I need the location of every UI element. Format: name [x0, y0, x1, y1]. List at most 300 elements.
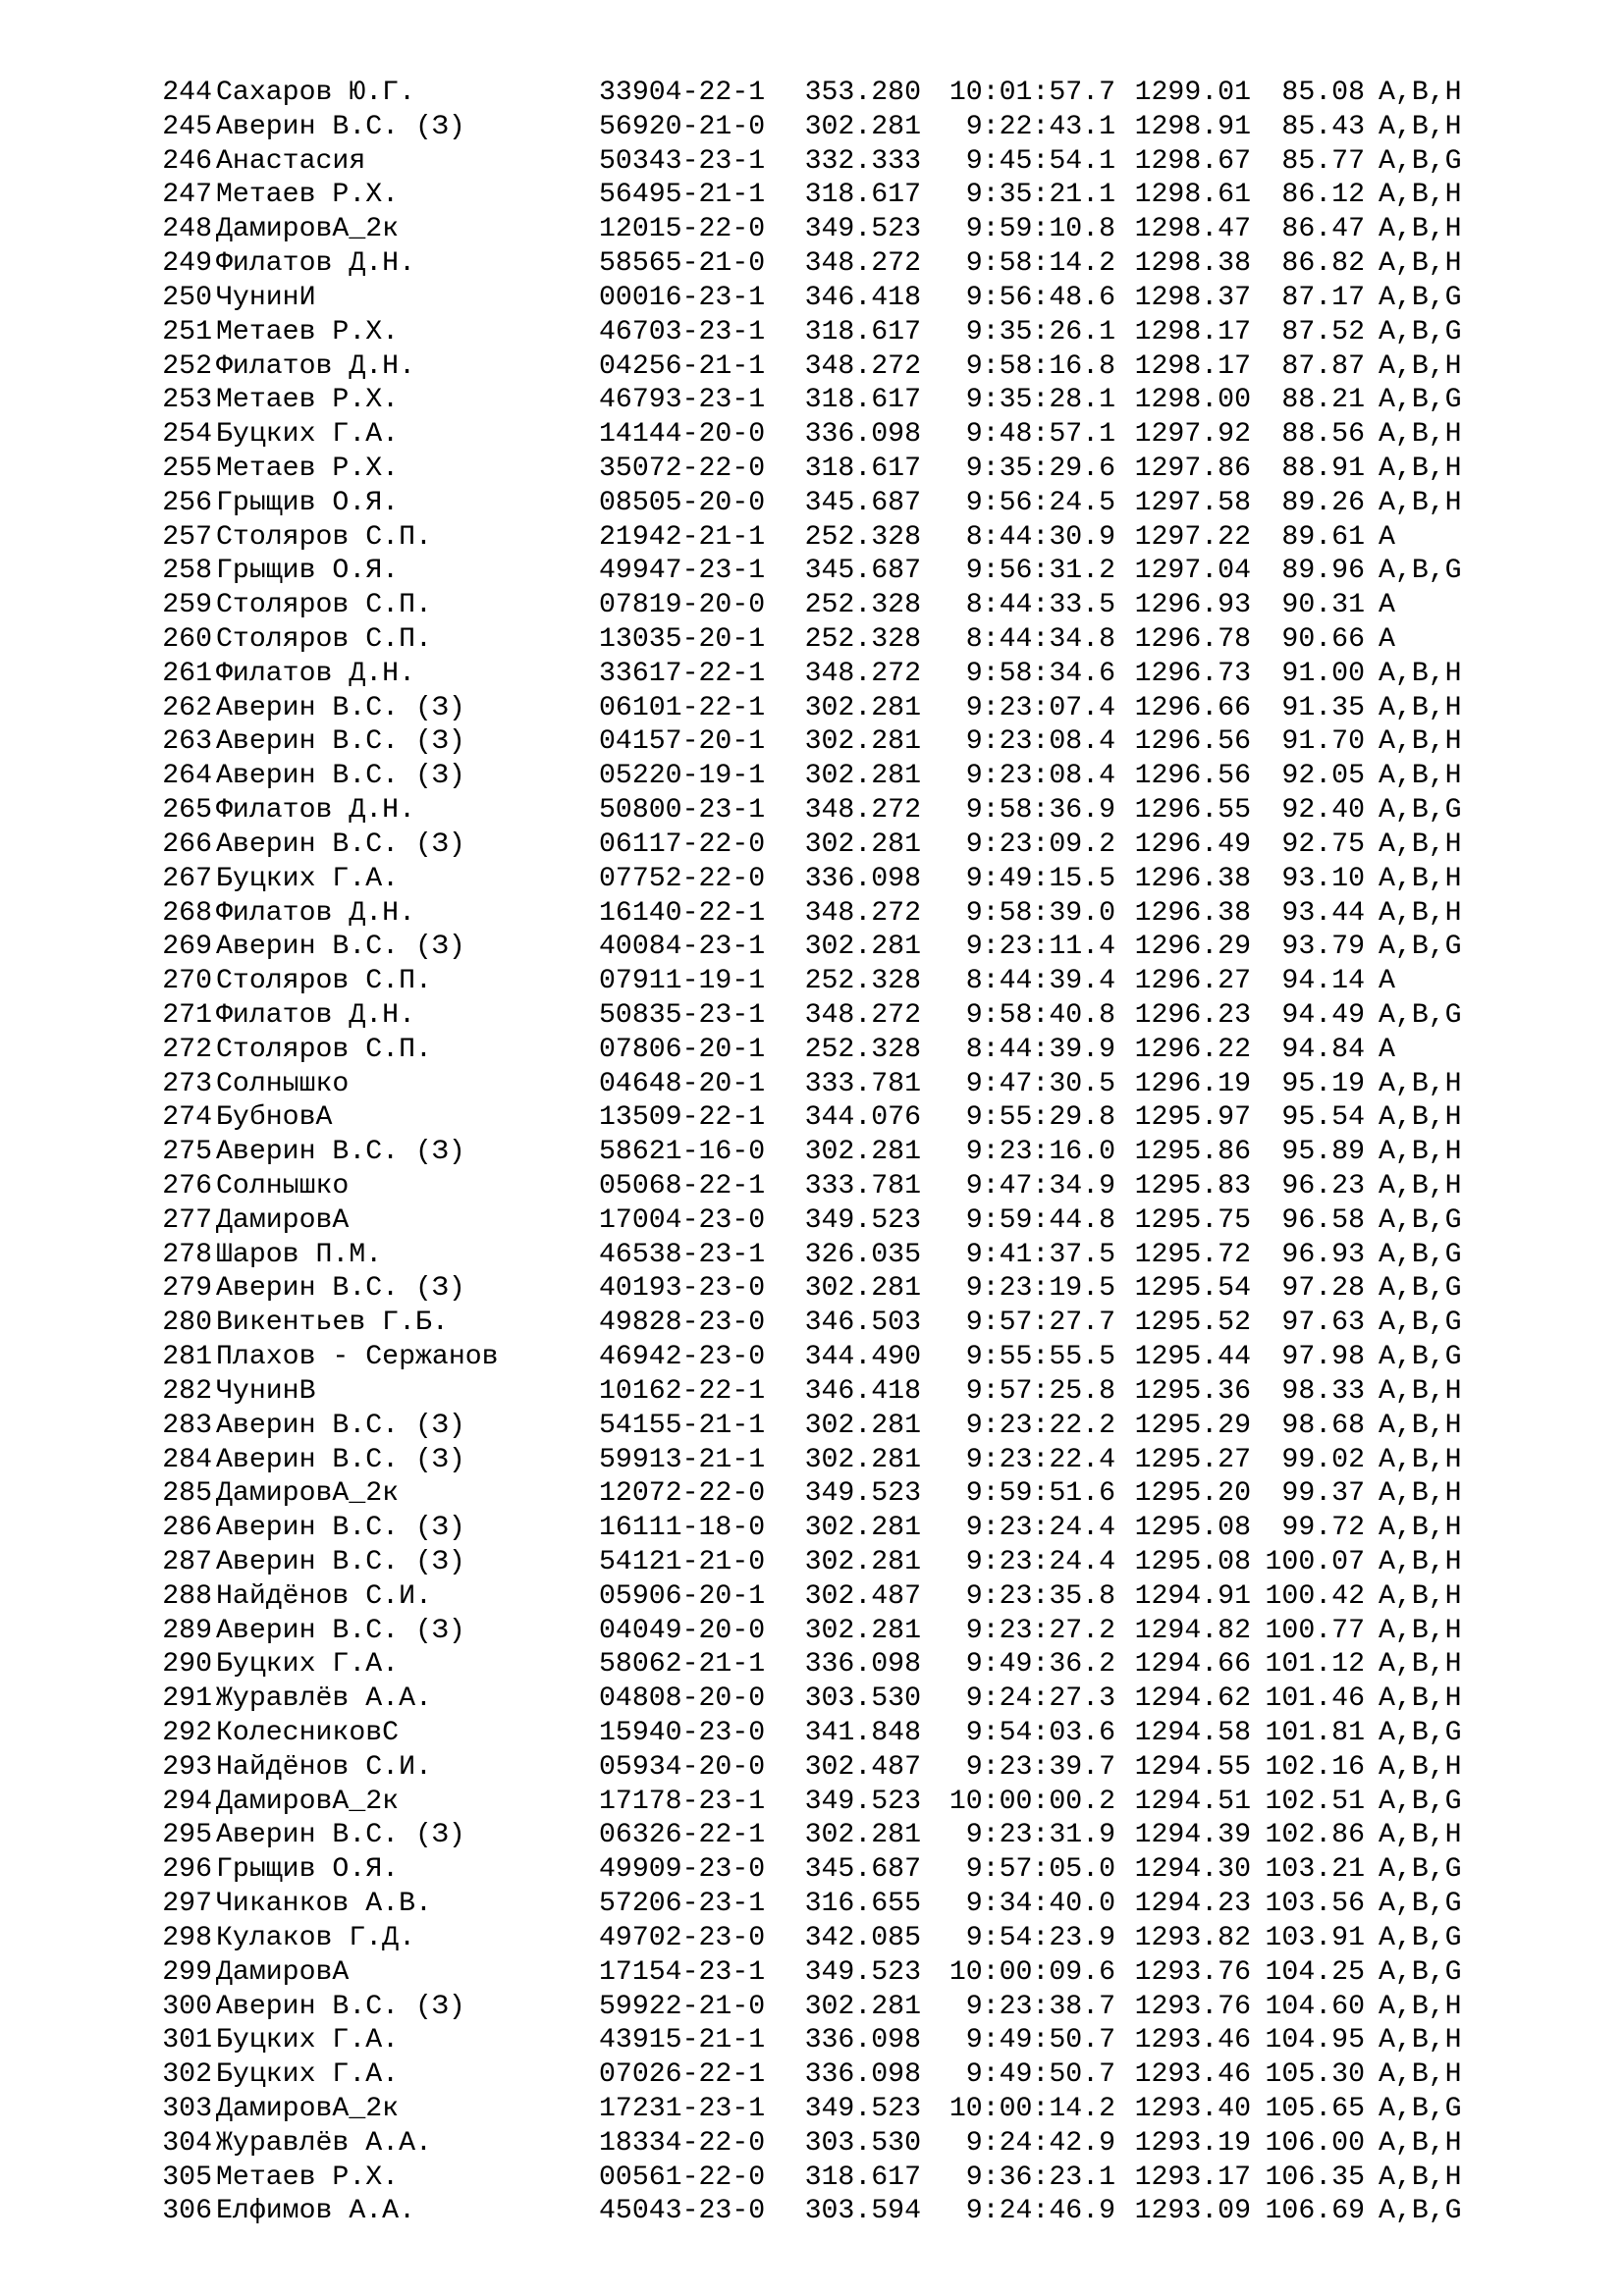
table-row: [145, 1956, 1559, 1991]
flight-time: 9:35:29.6: [965, 453, 1115, 484]
participant-name: Аверин В.С. (З): [216, 1444, 465, 1475]
points: 104.95: [1265, 2025, 1365, 2056]
classes: A: [1379, 966, 1395, 997]
speed: 1294.62: [1134, 1683, 1251, 1715]
table-row: [145, 1068, 1559, 1102]
participant-name: ЧунинИ: [216, 282, 316, 313]
ring-id: 04256-21-1: [599, 350, 766, 382]
distance: 303.530: [804, 1683, 921, 1715]
ring-id: 49947-23-1: [599, 556, 766, 587]
ring-id: 07911-19-1: [599, 966, 766, 997]
table-row: [145, 350, 1559, 385]
participant-name: Аверин В.С. (З): [216, 1513, 465, 1544]
flight-time: 9:55:55.5: [965, 1342, 1115, 1373]
flight-time: 10:00:14.2: [948, 2093, 1115, 2124]
row-number: 287: [162, 1546, 212, 1577]
points: 90.31: [1281, 590, 1365, 621]
row-number: 270: [162, 966, 212, 997]
speed: 1296.29: [1134, 932, 1251, 963]
ring-id: 05934-20-0: [599, 1751, 766, 1783]
participant-name: Метаев Р.Х.: [216, 180, 400, 211]
ring-id: 54155-21-1: [599, 1410, 766, 1441]
table-row: [145, 2162, 1559, 2196]
row-number: 250: [162, 282, 212, 313]
speed: 1294.30: [1134, 1854, 1251, 1886]
points: 101.81: [1265, 1718, 1365, 1748]
flight-time: 9:56:31.2: [965, 556, 1115, 587]
speed: 1298.91: [1134, 111, 1251, 142]
points: 93.10: [1281, 863, 1365, 894]
ring-id: 50800-23-1: [599, 795, 766, 827]
classes: A,B,G: [1379, 1956, 1462, 1988]
row-number: 249: [162, 248, 212, 280]
distance: 318.617: [804, 453, 921, 484]
row-number: 267: [162, 863, 212, 894]
table-row: [145, 760, 1559, 794]
classes: A,B,G: [1379, 1854, 1462, 1886]
table-row: [145, 692, 1559, 726]
distance: 252.328: [804, 521, 921, 553]
classes: A,B,H: [1379, 350, 1462, 382]
row-number: 271: [162, 999, 212, 1031]
participant-name: Метаев Р.Х.: [216, 385, 400, 416]
flight-time: 9:49:15.5: [965, 863, 1115, 894]
table-row: [145, 1307, 1559, 1341]
speed: 1295.52: [1134, 1308, 1251, 1339]
speed: 1293.40: [1134, 2093, 1251, 2124]
classes: A,B,H: [1379, 2025, 1462, 2056]
row-number: 288: [162, 1580, 212, 1612]
points: 93.44: [1281, 897, 1365, 929]
speed: 1297.58: [1134, 487, 1251, 518]
distance: 342.085: [804, 1922, 921, 1953]
speed: 1298.17: [1134, 316, 1251, 347]
ring-id: 06326-22-1: [599, 1820, 766, 1851]
ring-id: 58565-21-0: [599, 248, 766, 280]
flight-time: 9:58:39.0: [965, 897, 1115, 929]
classes: A,B,H: [1379, 897, 1462, 929]
classes: A,B,H: [1379, 1991, 1462, 2022]
classes: A: [1379, 624, 1395, 655]
participant-name: Аверин В.С. (З): [216, 726, 465, 758]
table-row: [145, 1341, 1559, 1375]
points: 96.93: [1281, 1239, 1365, 1270]
flight-time: 9:23:39.7: [965, 1751, 1115, 1783]
speed: 1296.78: [1134, 624, 1251, 655]
participant-name: Буцких Г.А.: [216, 2059, 400, 2091]
points: 99.37: [1281, 1478, 1365, 1510]
row-number: 265: [162, 795, 212, 827]
flight-time: 8:44:34.8: [965, 624, 1115, 655]
classes: A,B,G: [1379, 316, 1462, 347]
row-number: 263: [162, 726, 212, 758]
flight-time: 9:23:16.0: [965, 1137, 1115, 1168]
speed: 1293.76: [1134, 1991, 1251, 2022]
classes: A,B,H: [1379, 2162, 1462, 2193]
classes: A,B,H: [1379, 78, 1462, 108]
participant-name: Филатов Д.Н.: [216, 658, 415, 689]
row-number: 297: [162, 1889, 212, 1920]
points: 105.30: [1265, 2059, 1365, 2091]
distance: 345.687: [804, 1854, 921, 1886]
distance: 252.328: [804, 624, 921, 655]
table-row: [145, 316, 1559, 350]
ring-id: 54121-21-0: [599, 1546, 766, 1577]
flight-time: 9:35:26.1: [965, 316, 1115, 347]
participant-name: Найдёнов С.И.: [216, 1580, 432, 1612]
points: 89.61: [1281, 521, 1365, 553]
distance: 318.617: [804, 180, 921, 211]
classes: A,B,H: [1379, 1751, 1462, 1783]
row-number: 296: [162, 1854, 212, 1886]
points: 104.25: [1265, 1956, 1365, 1988]
participant-name: Викентьев Г.Б.: [216, 1308, 449, 1339]
speed: 1296.56: [1134, 761, 1251, 792]
distance: 302.487: [804, 1751, 921, 1783]
points: 87.52: [1281, 316, 1365, 347]
participant-name: Кулаков Г.Д.: [216, 1922, 415, 1953]
row-number: 244: [162, 78, 212, 108]
distance: 333.781: [804, 1068, 921, 1099]
participant-name: Солнышко: [216, 1068, 350, 1099]
flight-time: 9:58:40.8: [965, 999, 1115, 1031]
classes: A,B,G: [1379, 145, 1462, 177]
table-row: [145, 384, 1559, 418]
row-number: 301: [162, 2025, 212, 2056]
table-row: [145, 1136, 1559, 1170]
distance: 349.523: [804, 1204, 921, 1236]
ring-id: 04157-20-1: [599, 726, 766, 758]
row-number: 279: [162, 1273, 212, 1305]
classes: A,B,H: [1379, 1649, 1462, 1681]
ring-id: 49702-23-0: [599, 1922, 766, 1953]
distance: 336.098: [804, 2025, 921, 2056]
classes: A,B,H: [1379, 453, 1462, 484]
participant-name: Метаев Р.Х.: [216, 316, 400, 347]
ring-id: 06117-22-0: [599, 828, 766, 860]
row-number: 253: [162, 385, 212, 416]
distance: 346.503: [804, 1308, 921, 1339]
distance: 303.530: [804, 2127, 921, 2159]
flight-time: 9:23:22.4: [965, 1444, 1115, 1475]
ring-id: 13035-20-1: [599, 624, 766, 655]
distance: 252.328: [804, 966, 921, 997]
participant-name: Столяров С.П.: [216, 624, 432, 655]
ring-id: 49909-23-0: [599, 1854, 766, 1886]
speed: 1297.04: [1134, 556, 1251, 587]
distance: 353.280: [804, 78, 921, 108]
distance: 346.418: [804, 1375, 921, 1407]
points: 106.69: [1265, 2196, 1365, 2227]
classes: A,B,H: [1379, 692, 1462, 723]
flight-time: 10:00:00.2: [948, 1786, 1115, 1817]
table-row: [145, 1751, 1559, 1786]
table-row: [145, 453, 1559, 487]
row-number: 257: [162, 521, 212, 553]
row-number: 255: [162, 453, 212, 484]
ring-id: 50343-23-1: [599, 145, 766, 177]
flight-time: 9:49:50.7: [965, 2059, 1115, 2091]
points: 85.08: [1281, 78, 1365, 108]
distance: 349.523: [804, 2093, 921, 2124]
distance: 316.655: [804, 1889, 921, 1920]
flight-time: 9:56:48.6: [965, 282, 1115, 313]
flight-time: 9:23:24.4: [965, 1513, 1115, 1544]
classes: A,B,H: [1379, 111, 1462, 142]
distance: 302.281: [804, 932, 921, 963]
ring-id: 07026-22-1: [599, 2059, 766, 2091]
participant-name: Аверин В.С. (З): [216, 1410, 465, 1441]
flight-time: 9:48:57.1: [965, 419, 1115, 451]
table-row: [145, 1682, 1559, 1717]
distance: 345.687: [804, 556, 921, 587]
classes: A,B,H: [1379, 1820, 1462, 1851]
table-row: [145, 1717, 1559, 1751]
points: 104.60: [1265, 1991, 1365, 2022]
points: 88.21: [1281, 385, 1365, 416]
distance: 348.272: [804, 658, 921, 689]
participant-name: Журавлёв А.А.: [216, 2127, 432, 2159]
participant-name: Филатов Д.Н.: [216, 795, 415, 827]
flight-time: 9:23:08.4: [965, 726, 1115, 758]
points: 96.23: [1281, 1171, 1365, 1201]
points: 102.86: [1265, 1820, 1365, 1851]
participant-name: ДамировА_2к: [216, 214, 400, 245]
speed: 1295.27: [1134, 1444, 1251, 1475]
row-number: 247: [162, 180, 212, 211]
points: 89.96: [1281, 556, 1365, 587]
table-row: [145, 725, 1559, 760]
distance: 349.523: [804, 1786, 921, 1817]
flight-time: 9:57:27.7: [965, 1308, 1115, 1339]
row-number: 284: [162, 1444, 212, 1475]
flight-time: 9:22:43.1: [965, 111, 1115, 142]
points: 86.12: [1281, 180, 1365, 211]
row-number: 305: [162, 2162, 212, 2193]
flight-time: 9:24:27.3: [965, 1683, 1115, 1715]
ring-id: 45043-23-0: [599, 2196, 766, 2227]
participant-name: Аверин В.С. (З): [216, 1137, 465, 1168]
speed: 1295.36: [1134, 1375, 1251, 1407]
participant-name: БубновА: [216, 1102, 333, 1134]
row-number: 248: [162, 214, 212, 245]
points: 94.49: [1281, 999, 1365, 1031]
distance: 348.272: [804, 795, 921, 827]
distance: 318.617: [804, 385, 921, 416]
ring-id: 15940-23-0: [599, 1718, 766, 1748]
ring-id: 57206-23-1: [599, 1889, 766, 1920]
points: 90.66: [1281, 624, 1365, 655]
points: 88.56: [1281, 419, 1365, 451]
table-row: [145, 1922, 1559, 1956]
points: 103.21: [1265, 1854, 1365, 1886]
flight-time: 9:24:42.9: [965, 2127, 1115, 2159]
points: 103.56: [1265, 1889, 1365, 1920]
ring-id: 17178-23-1: [599, 1786, 766, 1817]
participant-name: Филатов Д.Н.: [216, 248, 415, 280]
flight-time: 9:49:36.2: [965, 1649, 1115, 1681]
participant-name: ДамировА: [216, 1956, 350, 1988]
distance: 252.328: [804, 590, 921, 621]
speed: 1295.08: [1134, 1546, 1251, 1577]
table-row: [145, 1477, 1559, 1512]
ring-id: 16140-22-1: [599, 897, 766, 929]
classes: A,B,H: [1379, 863, 1462, 894]
speed: 1293.76: [1134, 1956, 1251, 1988]
points: 106.00: [1265, 2127, 1365, 2159]
row-number: 277: [162, 1204, 212, 1236]
flight-time: 9:35:28.1: [965, 385, 1115, 416]
speed: 1294.58: [1134, 1718, 1251, 1748]
points: 95.54: [1281, 1102, 1365, 1134]
points: 94.84: [1281, 1034, 1365, 1065]
table-row: [145, 1272, 1559, 1307]
row-number: 272: [162, 1034, 212, 1065]
speed: 1298.47: [1134, 214, 1251, 245]
table-row: [145, 1615, 1559, 1649]
points: 100.07: [1265, 1546, 1365, 1577]
classes: A,B,G: [1379, 999, 1462, 1031]
flight-time: 9:49:50.7: [965, 2025, 1115, 2056]
points: 86.82: [1281, 248, 1365, 280]
flight-time: 8:44:39.9: [965, 1034, 1115, 1065]
participant-name: Аверин В.С. (З): [216, 1615, 465, 1646]
points: 87.17: [1281, 282, 1365, 313]
participant-name: Аверин В.С. (З): [216, 692, 465, 723]
distance: 302.281: [804, 692, 921, 723]
distance: 302.281: [804, 111, 921, 142]
table-row: [145, 2195, 1559, 2229]
distance: 348.272: [804, 897, 921, 929]
points: 95.19: [1281, 1068, 1365, 1099]
classes: A,B,G: [1379, 2196, 1462, 2227]
flight-time: 9:23:08.4: [965, 761, 1115, 792]
speed: 1298.67: [1134, 145, 1251, 177]
table-row: [145, 1853, 1559, 1888]
table-row: [145, 1239, 1559, 1273]
speed: 1294.51: [1134, 1786, 1251, 1817]
participant-name: Шаров П.М.: [216, 1239, 383, 1270]
row-number: 292: [162, 1718, 212, 1748]
points: 85.77: [1281, 145, 1365, 177]
row-number: 304: [162, 2127, 212, 2159]
participant-name: Буцких Г.А.: [216, 863, 400, 894]
row-number: 273: [162, 1068, 212, 1099]
row-number: 285: [162, 1478, 212, 1510]
points: 89.26: [1281, 487, 1365, 518]
participant-name: Солнышко: [216, 1171, 350, 1201]
speed: 1296.19: [1134, 1068, 1251, 1099]
points: 106.35: [1265, 2162, 1365, 2193]
row-number: 306: [162, 2196, 212, 2227]
distance: 345.687: [804, 487, 921, 518]
points: 96.58: [1281, 1204, 1365, 1236]
points: 91.00: [1281, 658, 1365, 689]
classes: A,B,H: [1379, 1683, 1462, 1715]
flight-time: 9:58:14.2: [965, 248, 1115, 280]
flight-time: 9:58:36.9: [965, 795, 1115, 827]
flight-time: 9:23:22.2: [965, 1410, 1115, 1441]
ring-id: 06101-22-1: [599, 692, 766, 723]
points: 101.46: [1265, 1683, 1365, 1715]
classes: A,B,H: [1379, 1410, 1462, 1441]
row-number: 289: [162, 1615, 212, 1646]
speed: 1293.46: [1134, 2059, 1251, 2091]
row-number: 286: [162, 1513, 212, 1544]
row-number: 276: [162, 1171, 212, 1201]
classes: A: [1379, 1034, 1395, 1065]
distance: 302.281: [804, 761, 921, 792]
distance: 302.281: [804, 1410, 921, 1441]
ring-id: 17004-23-0: [599, 1204, 766, 1236]
flight-time: 9:23:07.4: [965, 692, 1115, 723]
distance: 349.523: [804, 214, 921, 245]
flight-time: 9:47:30.5: [965, 1068, 1115, 1099]
row-number: 274: [162, 1102, 212, 1134]
ring-id: 46538-23-1: [599, 1239, 766, 1270]
table-row: [145, 965, 1559, 999]
speed: 1294.66: [1134, 1649, 1251, 1681]
participant-name: Елфимов А.А.: [216, 2196, 415, 2227]
speed: 1293.46: [1134, 2025, 1251, 2056]
speed: 1298.38: [1134, 248, 1251, 280]
flight-time: 8:44:33.5: [965, 590, 1115, 621]
distance: 318.617: [804, 2162, 921, 2193]
classes: A,B,H: [1379, 2127, 1462, 2159]
participant-name: Аверин В.С. (З): [216, 1273, 465, 1305]
flight-time: 9:47:34.9: [965, 1171, 1115, 1201]
speed: 1296.27: [1134, 966, 1251, 997]
speed: 1299.01: [1134, 78, 1251, 108]
participant-name: ЧунинВ: [216, 1375, 316, 1407]
points: 100.77: [1265, 1615, 1365, 1646]
participant-name: Аверин В.С. (З): [216, 1820, 465, 1851]
speed: 1296.49: [1134, 828, 1251, 860]
speed: 1295.72: [1134, 1239, 1251, 1270]
table-row: [145, 658, 1559, 692]
speed: 1296.38: [1134, 897, 1251, 929]
classes: A,B,H: [1379, 658, 1462, 689]
participant-name: Сахаров Ю.Г.: [216, 78, 415, 108]
ring-id: 46793-23-1: [599, 385, 766, 416]
points: 99.02: [1281, 1444, 1365, 1475]
speed: 1293.82: [1134, 1922, 1251, 1953]
row-number: 256: [162, 487, 212, 518]
distance: 349.523: [804, 1956, 921, 1988]
distance: 348.272: [804, 999, 921, 1031]
participant-name: ДамировА_2к: [216, 1786, 400, 1817]
points: 97.63: [1281, 1308, 1365, 1339]
speed: 1293.19: [1134, 2127, 1251, 2159]
speed: 1298.17: [1134, 350, 1251, 382]
participant-name: Буцких Г.А.: [216, 2025, 400, 2056]
participant-name: Журавлёв А.А.: [216, 1683, 432, 1715]
flight-time: 9:59:10.8: [965, 214, 1115, 245]
participant-name: Столяров С.П.: [216, 590, 432, 621]
table-row: [145, 1580, 1559, 1615]
ring-id: 56920-21-0: [599, 111, 766, 142]
table-row: [145, 521, 1559, 556]
distance: 336.098: [804, 1649, 921, 1681]
table-row: [145, 1786, 1559, 1820]
distance: 302.281: [804, 1546, 921, 1577]
table-row: [145, 2127, 1559, 2162]
row-number: 280: [162, 1308, 212, 1339]
points: 98.68: [1281, 1410, 1365, 1441]
table-row: [145, 418, 1559, 453]
participant-name: Аверин В.С. (З): [216, 761, 465, 792]
row-number: 268: [162, 897, 212, 929]
